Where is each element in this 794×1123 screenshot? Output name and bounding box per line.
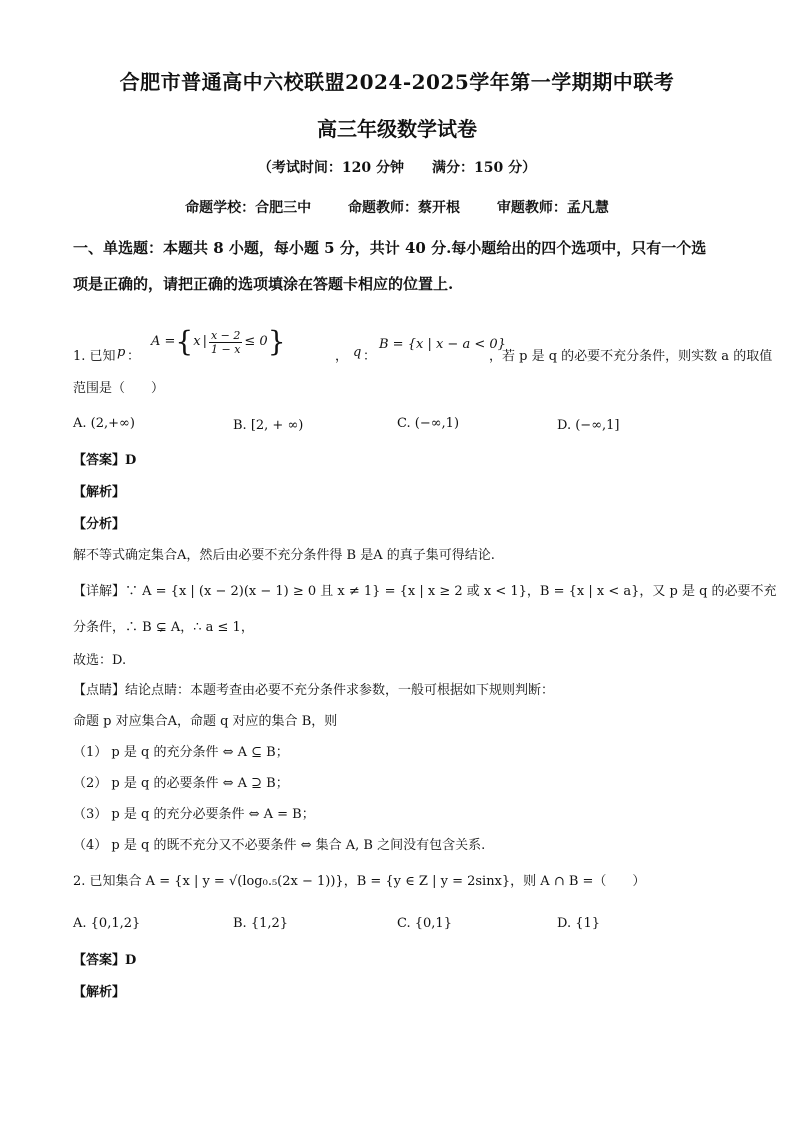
q1-option-d: D. (−∞,1] <box>557 418 620 433</box>
q2-analysis: 【解析】 <box>73 985 126 1000</box>
q1-detail-1: 【详解】∵ A = {x | (x − 2)(x − 1) ≥ 0 且 x ≠ 1} = {x | x ≥ 2 或 x < 1}，B = {x | x < a}，又 p 是 q 的必要不充 <box>73 584 777 599</box>
setter-label: 命题教师：蔡开根 <box>348 200 460 216</box>
q1-answer: 【答案】D <box>73 453 137 468</box>
section-line-1: 一、单选题：本题共 8 小题，每小题 5 分，共计 40 分.每小题给出的四个选项中，只有一个选 <box>73 239 707 257</box>
q1-rule-4: （4） p 是 q 的既不充分又不必要条件 ⇔ 集合 A, B 之间没有包含关系. <box>73 838 486 853</box>
q1-option-b: B. [2, + ∞) <box>233 418 304 433</box>
q2-option-c: C. {0,1} <box>397 916 452 931</box>
fraction-numerator: x − 2 <box>210 328 241 342</box>
exam-title: 合肥市普通高中六校联盟2024-2025学年第一学期期中联考 <box>119 70 675 94</box>
setA-var: x <box>193 334 201 349</box>
q1-analysis: 【解析】 <box>73 485 126 500</box>
setA-rel: ≤ 0 <box>244 334 268 349</box>
q1-option-c: C. (−∞,1) <box>397 416 460 431</box>
school-label: 命题学校：合肥三中 <box>185 200 312 216</box>
q1-line2: 范围是（ ） <box>73 381 165 396</box>
q1-colon: ： <box>127 349 141 364</box>
q2-option-d: D. {1} <box>557 916 601 931</box>
q2-answer: 【答案】D <box>73 953 137 968</box>
q1-tip-2: 命题 p 对应集合A，命题 q 对应的集合 B，则 <box>73 714 338 729</box>
q1-option-a: A. (2,+∞) <box>73 416 135 431</box>
q1-prefix: 1. 已知 <box>73 349 116 364</box>
fraction-denominator: 1 − x <box>210 342 241 356</box>
reviewer-label: 审题教师：孟凡慧 <box>496 200 609 216</box>
q1-choose: 故选：D. <box>73 653 127 668</box>
q1-setB: B = {x | x − a < 0} <box>379 337 506 352</box>
q1-rule-3: （3） p 是 q 的充分必要条件 ⇔ A = B； <box>73 807 315 822</box>
q2-option-a: A. {0,1,2} <box>73 916 141 931</box>
q1-tail: ，若 p 是 q 的必要不充分条件，则实数 a 的取值 <box>489 349 773 364</box>
q2-option-b: B. {1,2} <box>233 916 289 931</box>
q1-fenxi: 【分析】 <box>73 517 126 532</box>
q1-setA: A = { x | $\frac{x - 2}{1 - x}$ ≤ 0 } <box>151 325 286 358</box>
section-line-2: 项是正确的，请把正确的选项填涂在答题卡相应的位置上. <box>73 275 454 293</box>
q1-q: q <box>353 345 362 360</box>
q1-tip: 【点睛】结论点睛：本题考查由必要不充分条件求参数，一般可根据如下规则判断： <box>73 683 555 698</box>
setA-lhs: A = <box>151 334 176 349</box>
exam-authors <box>0 197 794 217</box>
q2-stem: 2. 已知集合 A = {x | y = √(log₀.₅(2x − 1))}，B = {y ∈ Z | y = 2sinx}，则 A ∩ B =（ ） <box>73 874 646 889</box>
q1-detail-2: 分条件，∴ B ⊊ A，∴ a ≤ 1， <box>73 620 254 635</box>
q1-fenxi-text: 解不等式确定集合A，然后由必要不充分条件得 B 是A 的真子集可得结论. <box>73 548 495 563</box>
q1-p: p <box>117 345 126 360</box>
exam-subtitle: 高三年级数学试卷 <box>317 117 477 141</box>
q1-rule-1: （1） p 是 q 的充分条件 ⇔ A ⊆ B； <box>73 745 289 760</box>
setA-fraction <box>209 329 242 356</box>
q1-rule-2: （2） p 是 q 的必要条件 ⇔ A ⊇ B； <box>73 776 289 791</box>
section-heading <box>73 230 733 302</box>
exam-meta: （考试时间：120 分钟 满分：150 分） <box>257 160 537 176</box>
